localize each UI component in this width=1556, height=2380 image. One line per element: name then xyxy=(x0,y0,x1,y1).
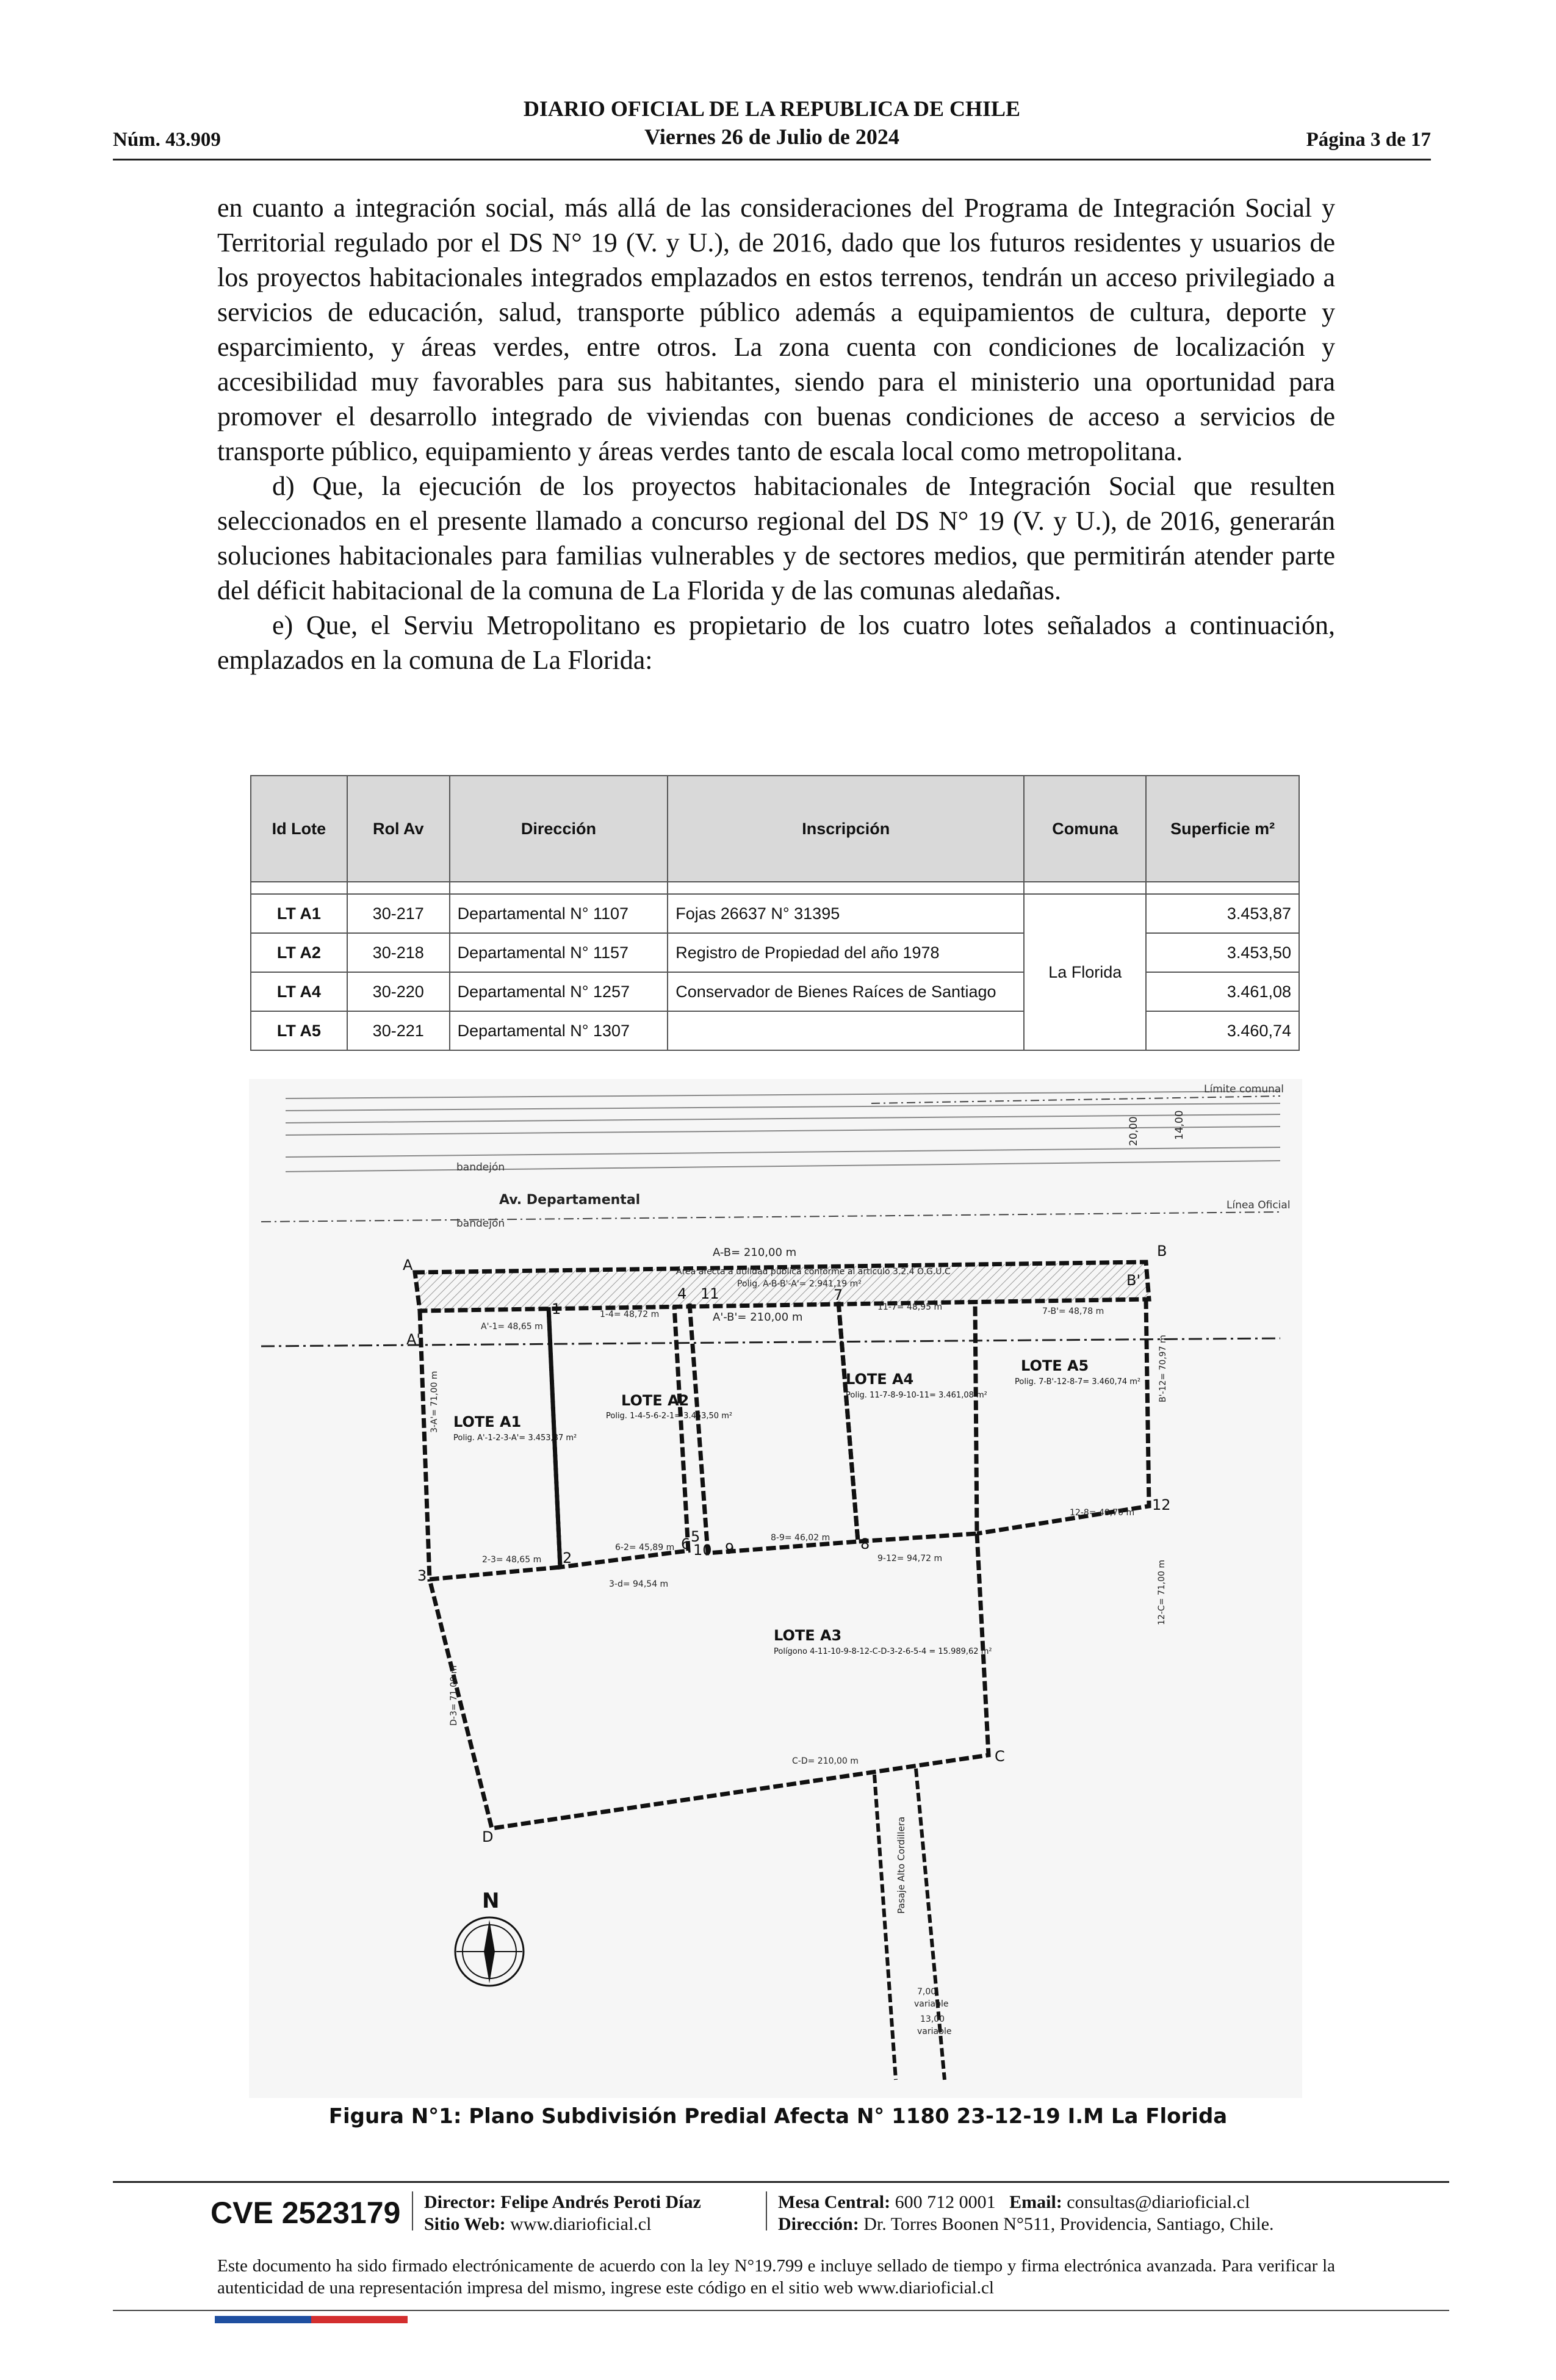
street-label: Av. Departamental xyxy=(499,1192,641,1208)
svg-text:8-9= 46,02 m: 8-9= 46,02 m xyxy=(771,1533,830,1543)
address-value: Dr. Torres Boonen N°511, Providencia, Santiago, Chile. xyxy=(863,2214,1274,2234)
cell-inscripcion: Conservador de Bienes Raíces de Santiago xyxy=(668,972,1024,1011)
point-11: 11 xyxy=(701,1285,719,1302)
footer-divider xyxy=(412,2191,413,2230)
table-spacer xyxy=(251,882,1299,894)
dim-ab-prime: A'-B'= 210,00 m xyxy=(713,1311,803,1324)
lote-a2-label: LOTE A2 xyxy=(621,1392,690,1409)
lote-a4-poly: Polig. 11-7-8-9-10-11= 3.461,08 m² xyxy=(846,1391,987,1400)
body-text xyxy=(217,190,1335,677)
lots-table xyxy=(250,775,1300,1051)
subdivision-plan xyxy=(249,1079,1302,2098)
svg-text:C-D= 210,00 m: C-D= 210,00 m xyxy=(792,1756,859,1766)
svg-text:B'-12= 70,97 m: B'-12= 70,97 m xyxy=(1158,1335,1168,1402)
lote-a4-label: LOTE A4 xyxy=(846,1371,914,1388)
col-comuna: Comuna xyxy=(1024,776,1146,882)
cell-id: LT A5 xyxy=(251,1011,347,1050)
point-10: 10 xyxy=(693,1542,712,1559)
svg-text:D-3= 71,00 m: D-3= 71,00 m xyxy=(449,1665,459,1726)
cell-id: LT A1 xyxy=(251,894,347,933)
cve-code: CVE 2523179 xyxy=(211,2196,401,2230)
lote-a5-boundary xyxy=(838,1302,977,1542)
point-a-prime: A' xyxy=(406,1331,421,1348)
official-line-label: Línea Oficial xyxy=(1226,1199,1291,1211)
point-9: 9 xyxy=(725,1540,735,1557)
paragraph-c-continued: en cuanto a integración social, más allá de las consideraciones del Programa de Integración Social y Territorial regulado por el DS N° 19 (V. y U.), de 2016, dado que los futuros residentes y usuarios de los proyectos habitacionales integrados emplazados en estos terrenos, tendrán un acceso privilegiado a servicios de educación, salud, transporte público además a equipamientos de cultura, deporte y esparcimiento, y áreas verdes, entre otros. La zona cuenta con condiciones de localización y accesibilidad muy favorables para sus habitantes, siendo para el ministerio una oportunidad para promover el desarrollo integrado de viviendas con buenas condiciones de acceso a servicios de transporte público, equipamiento y áreas verdes tanto de escala local como metropolitana. xyxy=(217,193,1335,466)
svg-text:3-d= 94,54 m: 3-d= 94,54 m xyxy=(609,1579,669,1589)
page-footer xyxy=(113,2181,1449,2238)
comunal-limit-label: Límite comunal xyxy=(1204,1083,1284,1095)
cell-rol: 30-217 xyxy=(347,894,450,933)
svg-text:variable: variable xyxy=(914,1999,949,2009)
lote-a3-boundary xyxy=(430,1534,989,1828)
issue-number: Núm. 43.909 xyxy=(113,129,221,151)
figure-caption: Figura N°1: Plano Subdivisión Predial Afecta N° 1180 23-12-19 I.M La Florida xyxy=(328,2104,1228,2129)
point-6: 6 xyxy=(681,1535,691,1552)
svg-text:13,00: 13,00 xyxy=(920,2014,945,2024)
cell-id: LT A4 xyxy=(251,972,347,1011)
lote-a3-poly: Polígono 4-11-10-9-8-12-C-D-3-2-6-5-4 = 15.989,62 m² xyxy=(774,1647,992,1656)
table-header-row xyxy=(251,776,1299,882)
lote-a5-poly: Polig. 7-B'-12-8-7= 3.460,74 m² xyxy=(1015,1377,1141,1387)
dimension-labels xyxy=(430,1302,1168,2036)
address-label: Dirección: xyxy=(778,2214,859,2234)
col-superficie: Superficie m² xyxy=(1146,776,1299,882)
svg-text:12-8= 48,70 m: 12-8= 48,70 m xyxy=(1070,1508,1135,1518)
svg-text:9-12= 94,72 m: 9-12= 94,72 m xyxy=(877,1554,943,1563)
director-label: Director: xyxy=(424,2192,496,2212)
page-header xyxy=(113,95,1431,160)
bandejon-label: bandejón xyxy=(456,1217,505,1230)
footer-contact-block xyxy=(778,2191,1274,2235)
svg-text:A'-1= 48,65 m: A'-1= 48,65 m xyxy=(481,1322,543,1332)
cell-superficie: 3.453,87 xyxy=(1146,894,1299,933)
cell-direccion: Departamental N° 1157 xyxy=(450,933,668,972)
plan-drawing xyxy=(249,1079,1302,2098)
cell-inscripcion: Fojas 26637 N° 31395 xyxy=(668,894,1024,933)
svg-text:7,00: 7,00 xyxy=(917,1987,937,1997)
svg-text:variable: variable xyxy=(917,2027,952,2036)
legal-notice: Este documento ha sido firmado electrónicamente de acuerdo con la ley N°19.799 e incluye sellado de tiempo y firma electrónica avanzada. Para verificar la autenticidad de una representación impresa del mismo, ingrese este código en el sitio web www.diarioficial.cl xyxy=(217,2256,1335,2298)
point-1: 1 xyxy=(552,1300,561,1318)
col-inscripcion: Inscripción xyxy=(668,776,1024,882)
point-3: 3 xyxy=(417,1567,427,1584)
flag-stripe-red xyxy=(311,2316,408,2323)
paragraph-e: e) Que, el Serviu Metropolitano es propietario de los cuatro lotes señalados a continuación, emplazados en la comuna de La Florida: xyxy=(217,610,1335,675)
svg-text:12-C= 71,00 m: 12-C= 71,00 m xyxy=(1157,1560,1167,1625)
svg-text:3-A'= 71,00 m: 3-A'= 71,00 m xyxy=(430,1371,439,1433)
cell-rol: 30-220 xyxy=(347,972,450,1011)
cell-superficie: 3.460,74 xyxy=(1146,1011,1299,1050)
svg-text:2-3= 48,65 m: 2-3= 48,65 m xyxy=(482,1555,542,1565)
official-line-top xyxy=(261,1212,1280,1222)
table-row xyxy=(251,894,1299,933)
lote-a1-label: LOTE A1 xyxy=(453,1413,522,1430)
cell-superficie: 3.453,50 xyxy=(1146,933,1299,972)
lote-a4-boundary xyxy=(690,1302,858,1553)
point-a: A xyxy=(403,1257,413,1274)
email-label: Email: xyxy=(1009,2192,1062,2212)
bandejon-label: bandejón xyxy=(456,1161,505,1174)
cell-comuna: La Florida xyxy=(1024,894,1146,1050)
cell-inscripcion: Registro de Propiedad del año 1978 xyxy=(668,933,1024,972)
director-name: Felipe Andrés Peroti Díaz xyxy=(500,2192,701,2212)
publication-title: DIARIO OFICIAL DE LA REPUBLICA DE CHILE xyxy=(523,96,1021,121)
cell-direccion: Departamental N° 1307 xyxy=(450,1011,668,1050)
cell-rol: 30-221 xyxy=(347,1011,450,1050)
footer-rule xyxy=(113,2310,1449,2311)
lote-a1-boundary xyxy=(420,1307,560,1579)
north-arrow-icon xyxy=(455,1889,524,1986)
svg-text:7-B'= 48,78 m: 7-B'= 48,78 m xyxy=(1042,1307,1104,1316)
point-d: D xyxy=(482,1828,494,1845)
comunal-limit-line xyxy=(871,1096,1280,1103)
point-b-prime: B' xyxy=(1126,1272,1141,1289)
publication-date: Viernes 26 de Julio de 2024 xyxy=(644,124,899,149)
dim-14: 14,00 xyxy=(1173,1110,1186,1140)
lote-a3-label: LOTE A3 xyxy=(774,1627,842,1644)
mesa-phone: 600 712 0001 xyxy=(895,2192,996,2212)
col-id-lote: Id Lote xyxy=(251,776,347,882)
north-label: N xyxy=(482,1889,500,1913)
point-5: 5 xyxy=(691,1528,701,1545)
cell-inscripcion xyxy=(668,1011,1024,1050)
affected-area-poly: Polig. A-B-B'-A'= 2.941,19 m² xyxy=(737,1279,862,1289)
cell-direccion: Departamental N° 1257 xyxy=(450,972,668,1011)
col-rol-av: Rol Av xyxy=(347,776,450,882)
dim-ab: A-B= 210,00 m xyxy=(713,1246,797,1259)
lote-a1-poly: Polig. A'-1-2-3-A'= 3.453,87 m² xyxy=(453,1433,577,1443)
web-link[interactable]: www.diarioficial.cl xyxy=(510,2214,652,2234)
lote-a5-label: LOTE A5 xyxy=(1021,1357,1089,1374)
svg-text:1-4= 48,72 m: 1-4= 48,72 m xyxy=(600,1310,660,1319)
point-2: 2 xyxy=(563,1549,572,1567)
point-8: 8 xyxy=(860,1535,870,1552)
point-b: B xyxy=(1157,1242,1167,1260)
point-c: C xyxy=(995,1748,1005,1765)
lote-east-boundary xyxy=(977,1299,1149,1534)
footer-divider xyxy=(766,2191,767,2230)
footer-director-block xyxy=(424,2191,701,2235)
cell-superficie: 3.461,08 xyxy=(1146,972,1299,1011)
col-direccion: Dirección xyxy=(450,776,668,882)
point-4: 4 xyxy=(677,1285,687,1302)
cell-direccion: Departamental N° 1107 xyxy=(450,894,668,933)
dim-20: 20,00 xyxy=(1128,1116,1140,1146)
point-labels xyxy=(403,1242,1171,1845)
lote-a2-poly: Polig. 1-4-5-6-2-1= 3.453,50 m² xyxy=(606,1412,733,1421)
email-link[interactable]: consultas@diarioficial.cl xyxy=(1067,2192,1250,2212)
svg-text:11-7= 48,95 m: 11-7= 48,95 m xyxy=(877,1302,943,1312)
point-12: 12 xyxy=(1152,1496,1171,1513)
web-label: Sitio Web: xyxy=(424,2214,506,2234)
flag-stripe-blue xyxy=(215,2316,311,2323)
mesa-label: Mesa Central: xyxy=(778,2192,891,2212)
svg-text:Pasaje Alto Cordillera: Pasaje Alto Cordillera xyxy=(896,1816,907,1914)
cell-rol: 30-218 xyxy=(347,933,450,972)
masthead xyxy=(113,95,1431,151)
paragraph-d: d) Que, la ejecución de los proyectos habitacionales de Integración Social que resulten seleccionados en el presente llamado a concurso regional del DS N° 19 (V. y U.), de 2016, generarán soluciones habitacionales para familias vulnerables y de sectores medios, que permitirán atender parte del déficit habitacional de la comuna de La Florida y de las comunas aledañas. xyxy=(217,471,1335,605)
page-number: Página 3 de 17 xyxy=(1306,129,1431,151)
cell-id: LT A2 xyxy=(251,933,347,972)
point-7: 7 xyxy=(834,1286,843,1304)
svg-text:6-2= 45,89 m: 6-2= 45,89 m xyxy=(615,1543,675,1552)
affected-area-note: Área afecta a utilidad pública conforme al artículo 3.2.4 O.G.U.C xyxy=(676,1267,951,1277)
